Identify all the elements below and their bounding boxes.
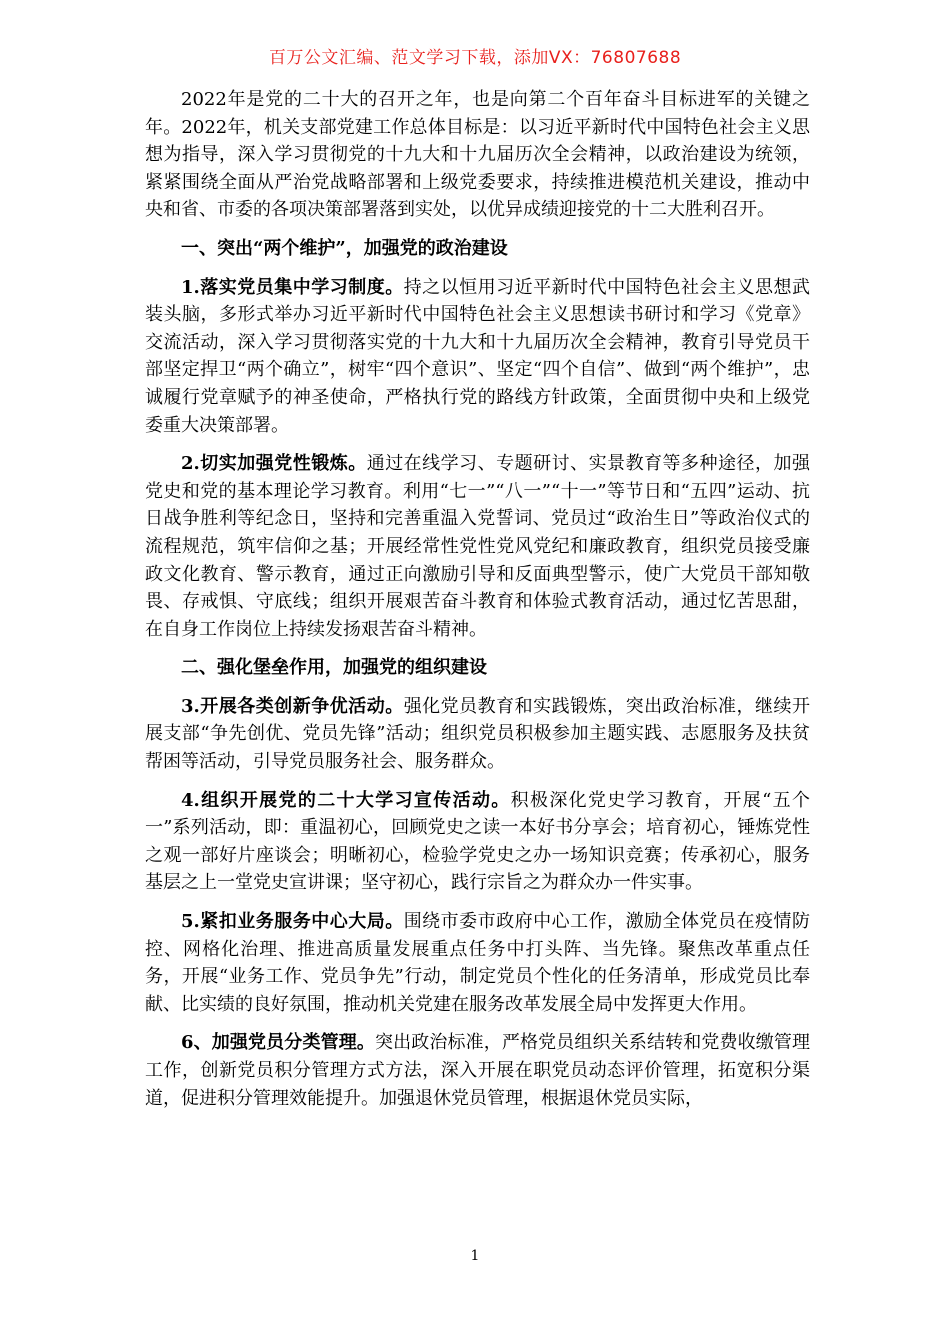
paragraph-text: 积极深化党史学习教育，开展“五个一”系列活动，即：重温初心，回顾党史之读一本好书分享会；培育初心，锤炼党性之观一部好片座谈会；明晰初心，检验学党史之办一场知识竞赛；传承初心，服务基层之上一堂党史宣讲课；坚守初心，践行宗旨之为群众办一件实事。: [145, 789, 810, 894]
paragraph-lead: 2.切实加强党性锻炼。: [181, 453, 367, 475]
paragraph-lead: 4.组织开展党的二十大学习宣传活动。: [181, 789, 511, 811]
paragraph-item-2: [145, 450, 810, 643]
paragraph-lead: 1.落实党员集中学习制度。: [181, 276, 404, 298]
paragraph-item-6: [145, 1029, 810, 1112]
intro-paragraph: 2022年是党的二十大的召开之年，也是向第二个百年奋斗目标进军的关键之年。2022年，机关支部党建工作总体目标是：以习近平新时代中国特色社会主义思想为指导，深入学习贯彻党的十九大和十九届历次全会精神，以政治建设为统领，紧紧围绕全面从严治党战略部署和上级党委要求，持续推进模范机关建设，推动中央和省、市委的各项决策部署落到实处，以优异成绩迎接党的十二大胜利召开。: [145, 89, 810, 221]
paragraph-text: 突出政治标准，严格党员组织关系结转和党费收缴管理工作，创新党员积分管理方式方法，深入开展在职党员动态评价管理，拓宽积分渠道，促进积分管理效能提升。加强退休党员管理，根据退休党员实际，: [145, 1032, 811, 1109]
paragraph-item-1: [145, 274, 810, 440]
paragraph-text: 持之以恒用习近平新时代中国特色社会主义思想武装头脑，多形式举办习近平新时代中国特色社会主义思想读书研讨和学习《党章》交流活动，深入学习贯彻落实党的十九大和十九届历次全会精神，教育引导党员干部坚定捍卫“两个确立”，树牢“四个意识”、坚定“四个自信”、做到“两个维护”，忠诚履行党章赋予的神圣使命，严格执行党的路线方针政策，全面贯彻中央和上级党委重大决策部署。: [145, 276, 810, 436]
section-heading-political: 一、突出“两个维护”，加强党的政治建设: [181, 237, 508, 259]
section-heading-organizational: 二、强化堡垒作用，加强党的组织建设: [181, 657, 487, 679]
paragraph-text: 围绕市委市政府中心工作，激励全体党员在疫情防控、网格化治理、推进高质量发展重点任务中打头阵、当先锋。聚焦改革重点任务，开展“业务工作、党员争先”行动，制定党员个性化的任务清单，形成党员比奉献、比实绩的良好氛围，推动机关党建在服务改革发展全局中发挥更大作用。: [145, 911, 810, 1015]
document-body: [145, 86, 810, 1123]
paragraph-lead: 3.开展各类创新争优活动。: [181, 695, 404, 717]
page-number: 1: [470, 1248, 480, 1264]
paragraph-item-3: [145, 693, 810, 776]
paragraph-text: 通过在线学习、专题研讨、实景教育等多种途径，加强党史和党的基本理论学习教育。利用“七一”“八一”“十一”等节日和“五四”运动、抗日战争胜利等纪念日，坚持和完善重温入党誓词、党员过“政治生日”等政治仪式的流程规范，筑牢信仰之基；开展经常性党性党风党纪和廉政教育，组织党员接受廉政文化教育、警示教育，通过正向激励引导和反面典型警示，使广大党员干部知敬畏、存戒惧、守底线；组织开展艰苦奋斗教育和体验式教育活动，通过忆苦思甜，在自身工作岗位上持续发扬艰苦奋斗精神。: [145, 453, 810, 640]
paragraph-lead: 6、加强党员分类管理。: [181, 1032, 375, 1054]
paragraph-lead: 5.紧扣业务服务中心大局。: [181, 911, 404, 933]
paragraph-text: 强化党员教育和实践锻炼，突出政治标准，继续开展支部“争先创优、党员先锋”活动；组织党员积极参加主题实践、志愿服务及扶贫帮困等活动，引导党员服务社会、服务群众。: [145, 695, 810, 773]
paragraph-item-5: [145, 908, 810, 1018]
paragraph-item-4: [145, 787, 810, 897]
watermark-banner: 百万公文汇编、范文学习下载，添加VX：76807688: [268, 48, 682, 68]
